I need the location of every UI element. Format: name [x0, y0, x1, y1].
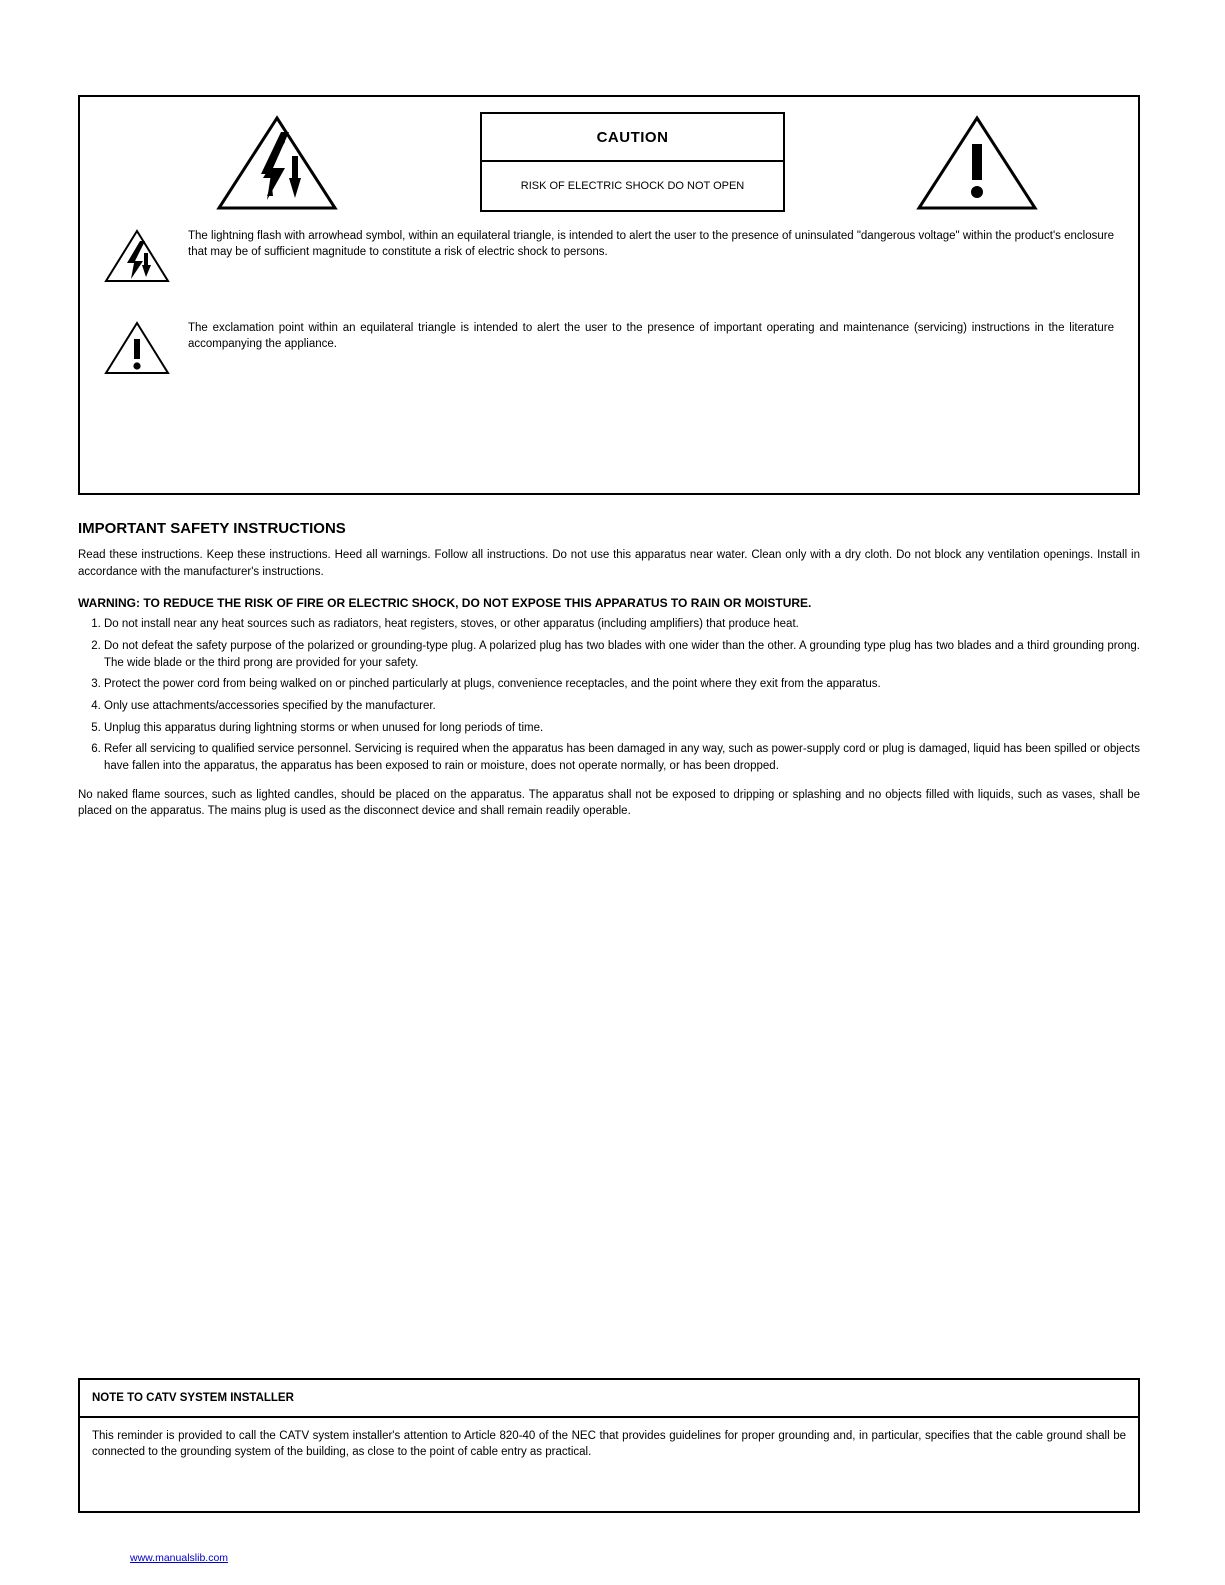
- page-title: IMPORTANT SAFETY INSTRUCTIONS: [78, 520, 346, 537]
- list-item: 3. Protect the power cord from being walked on or pinched particularly at plugs, convenience receptacles, and the point where they exit from the apparatus.: [104, 676, 1140, 693]
- catv-notice-body: This reminder is provided to call the CATV system installer's attention to Article 820-40 of the NEC that provides guidelines for proper grounding and, in particular, specifies that the cable ground shall be connected to the grounding system of the building, as close to the point of cable entry as practical.: [92, 1430, 1126, 1459]
- manuals-source-link[interactable]: www.manualslib.com: [130, 1552, 229, 1564]
- warning-panel-top-row: [80, 97, 1138, 227]
- intro-paragraph: Read these instructions. Keep these instructions. Heed all warnings. Follow all instructions. Do not use this apparatus near water. Clean only with a dry cloth. Do not block any ventilation openings. Install in accordance with the manufacturer's instructions.: [78, 549, 1140, 578]
- caution-box: [480, 112, 785, 212]
- catv-installer-notice-box: [78, 1378, 1140, 1513]
- warning-note-servicing: [102, 319, 1114, 389]
- caution-box-body: RISK OF ELECTRIC SHOCK DO NOT OPEN: [520, 179, 745, 192]
- closing-paragraph: No naked flame sources, such as lighted candles, should be placed on the apparatus. The apparatus shall not be exposed to dripping or splashing and no objects filled with liquids, such as vases, shall be placed on the apparatus. The mains plug is used as the disconnect device and shall remain readily operable.: [78, 788, 1140, 818]
- document-body: [78, 520, 1140, 833]
- warning-note-electric-shock-text: The lightning flash with arrowhead symbol, within an equilateral triangle, is intended to alert the user to the presence of uninsulated "dangerous voltage" within the product's enclosure that may be of sufficient magnitude to constitute a risk of electric shock to persons.: [188, 230, 1114, 258]
- catv-notice-title: NOTE TO CATV SYSTEM INSTALLER: [80, 1380, 1138, 1418]
- list-item: 5. Unplug this apparatus during lightning storms or when unused for long periods of time.: [104, 720, 1140, 737]
- list-item: 2. Do not defeat the safety purpose of the polarized or grounding-type plug. A polarized plug has two blades with one wider than the other. A grounding type plug has two blades and a third grounding prong. The wide blade or the third prong are provided for your safety.: [104, 638, 1140, 671]
- lightning-bolt-in-triangle-icon: [102, 227, 172, 285]
- list-item: 1. Do not install near any heat sources such as radiators, heat registers, stoves, or other apparatus (including amplifiers) that produce heat.: [104, 616, 1140, 633]
- safety-warning-panel: [78, 95, 1140, 495]
- warning-note-servicing-text: The exclamation point within an equilateral triangle is intended to alert the user to the presence of important operating and maintenance (servicing) instructions in the literature accompanying the appliance.: [188, 322, 1114, 350]
- safety-instruction-list: [78, 616, 1140, 774]
- list-item: 4. Only use attachments/accessories specified by the manufacturer.: [104, 698, 1140, 715]
- exclamation-mark-in-triangle-icon: [102, 319, 172, 377]
- list-item: 6. Refer all servicing to qualified service personnel. Servicing is required when the apparatus has been damaged in any way, such as power-supply cord or plug is damaged, liquid has been spilled or objects have fallen into the apparatus, the apparatus has been exposed to rain or moisture, does not operate normally, or has been dropped.: [104, 741, 1140, 774]
- exclamation-mark-in-triangle-icon: [915, 112, 1040, 212]
- lightning-bolt-in-triangle-icon: [215, 112, 340, 212]
- warning-note-electric-shock: [102, 227, 1114, 297]
- caution-box-title: CAUTION: [482, 114, 783, 162]
- warning-subheading: WARNING: TO REDUCE THE RISK OF FIRE OR ELECTRIC SHOCK, DO NOT EXPOSE THIS APPARATUS TO RAIN OR MOISTURE.: [78, 596, 812, 611]
